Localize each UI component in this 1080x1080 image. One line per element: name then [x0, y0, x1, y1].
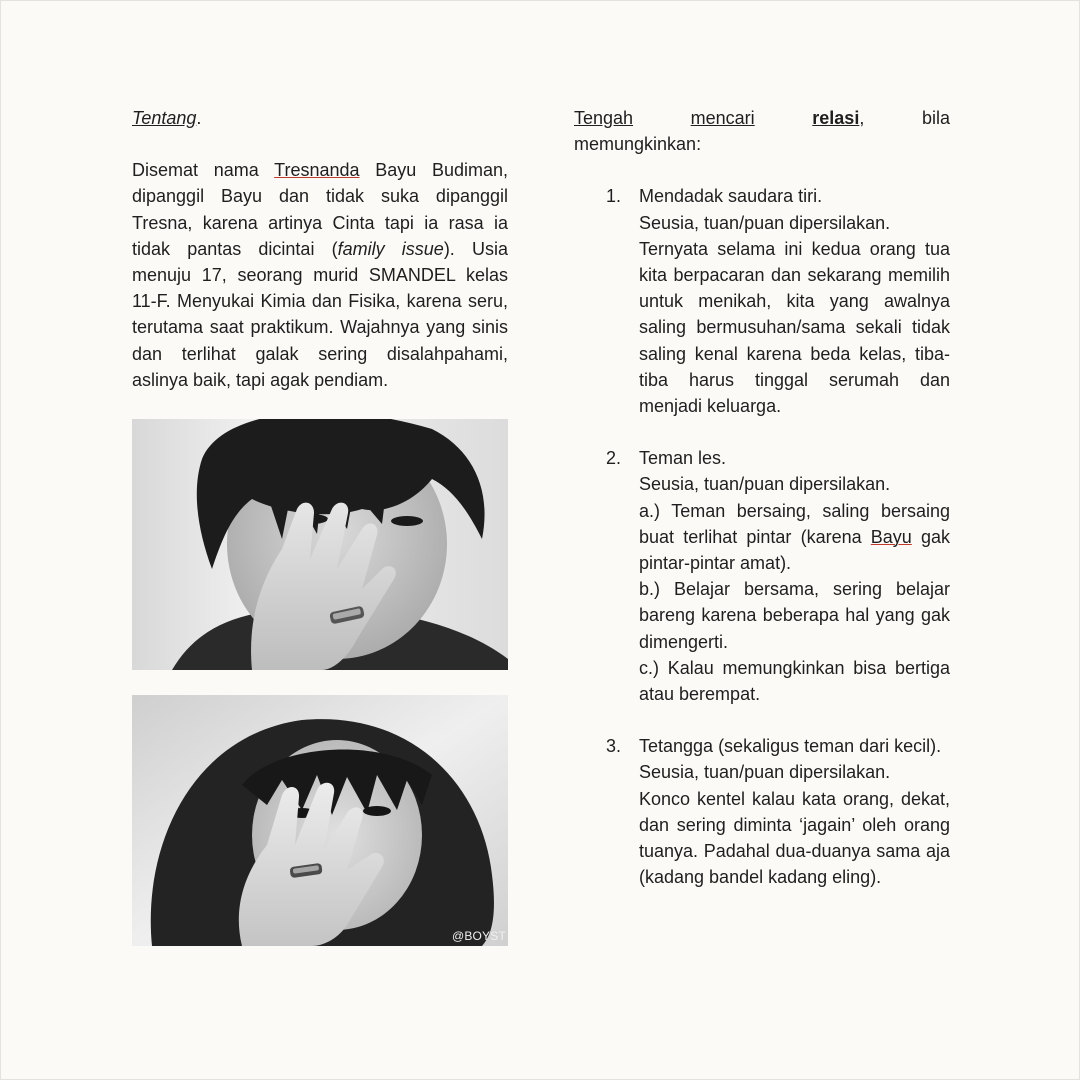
- list-number: 2.: [606, 448, 622, 469]
- intro-word-5: bila: [921, 108, 950, 128]
- intro-word-bold: relasi: [812, 108, 860, 128]
- option-a-text-1: a.) Teman bersaing, saling bersaing buat terlihat pintar (karena: [639, 500, 950, 547]
- left-column: [132, 105, 508, 946]
- item-description: Ternyata selama ini kedua orang tua kita berpacaran dan sekarang memilih untuk menikah, kita yang awalnya saling bermusuhan/sama sekali tidak saling kenal karena beda kelas, tiba-tiba harus tinggal serumah dan menjadi keluarga.: [639, 238, 950, 417]
- portrait-photo-2: [132, 695, 508, 946]
- bio-paragraph: [132, 157, 508, 393]
- list-item: [574, 445, 950, 707]
- intro-line-1: [574, 105, 950, 131]
- intro-comma: ,: [859, 108, 865, 128]
- bio-text-2: Bayu Budiman, dipanggil Bayu dan tidak suka dipanggil Tresna, karena artinya Cinta tapi ia rasa ia tidak pantas dicintai (: [132, 160, 508, 259]
- item-option-a: [639, 498, 950, 577]
- item-title: Tetangga (sekaligus teman dari kecil).: [639, 736, 942, 757]
- intro-word-1: Tengah: [574, 108, 634, 128]
- item-status: Seusia, tuan/puan dipersilakan.: [639, 474, 891, 495]
- item-title: Teman les.: [639, 448, 727, 469]
- section-heading: [132, 105, 508, 131]
- item-description: Konco kentel kalau kata orang, dekat, dan sering diminta ‘jagain’ oleh orang tuanya. Padahal dua-duanya sama aja (kadang bandel kadang eling).: [639, 788, 950, 888]
- photo-watermark: @BOYST: [451, 929, 506, 944]
- item-option-c: c.) Kalau memungkinkan bisa bertiga atau berempat.: [639, 657, 950, 705]
- right-column: [574, 105, 950, 890]
- portrait-photo-1: [132, 419, 508, 670]
- item-option-b: b.) Belajar bersama, sering belajar bareng karena beberapa hal yang gak dimengerti.: [639, 579, 950, 652]
- bio-text-3: ). Usia menuju 17, seorang murid SMANDEL kelas 11-F. Menyukai Kimia dan Fisika, karena seru, terutama saat praktikum. Wajahnya yang sinis dan terlihat galak sering disalahpahami, aslinya baik, tapi agak pendiam.: [132, 238, 508, 390]
- item-title: Mendadak saudara tiri.: [639, 186, 823, 207]
- item-status: Seusia, tuan/puan dipersilakan.: [639, 762, 891, 783]
- portrait-photo-2-image: [132, 695, 508, 946]
- option-a-text-2: gak pintar-pintar amat).: [639, 526, 950, 574]
- bio-text-1: Disemat nama: [132, 160, 275, 181]
- heading-text: Tentang: [132, 108, 197, 128]
- list-item: [574, 733, 950, 890]
- bio-name-spellcheck: Tresnanda: [274, 160, 360, 181]
- list-number: 3.: [606, 736, 622, 757]
- bio-italic-text: family issue: [337, 238, 444, 259]
- portrait-photo-1-image: [132, 419, 508, 670]
- item-status: Seusia, tuan/puan dipersilakan.: [639, 212, 891, 233]
- intro-line-2: memungkinkan:: [574, 134, 702, 155]
- list-item: [574, 183, 950, 419]
- list-number: 1.: [606, 186, 622, 207]
- option-a-name-spellcheck: Bayu: [870, 526, 912, 547]
- heading-suffix: .: [196, 108, 202, 128]
- intro-word-2: mencari: [690, 108, 755, 128]
